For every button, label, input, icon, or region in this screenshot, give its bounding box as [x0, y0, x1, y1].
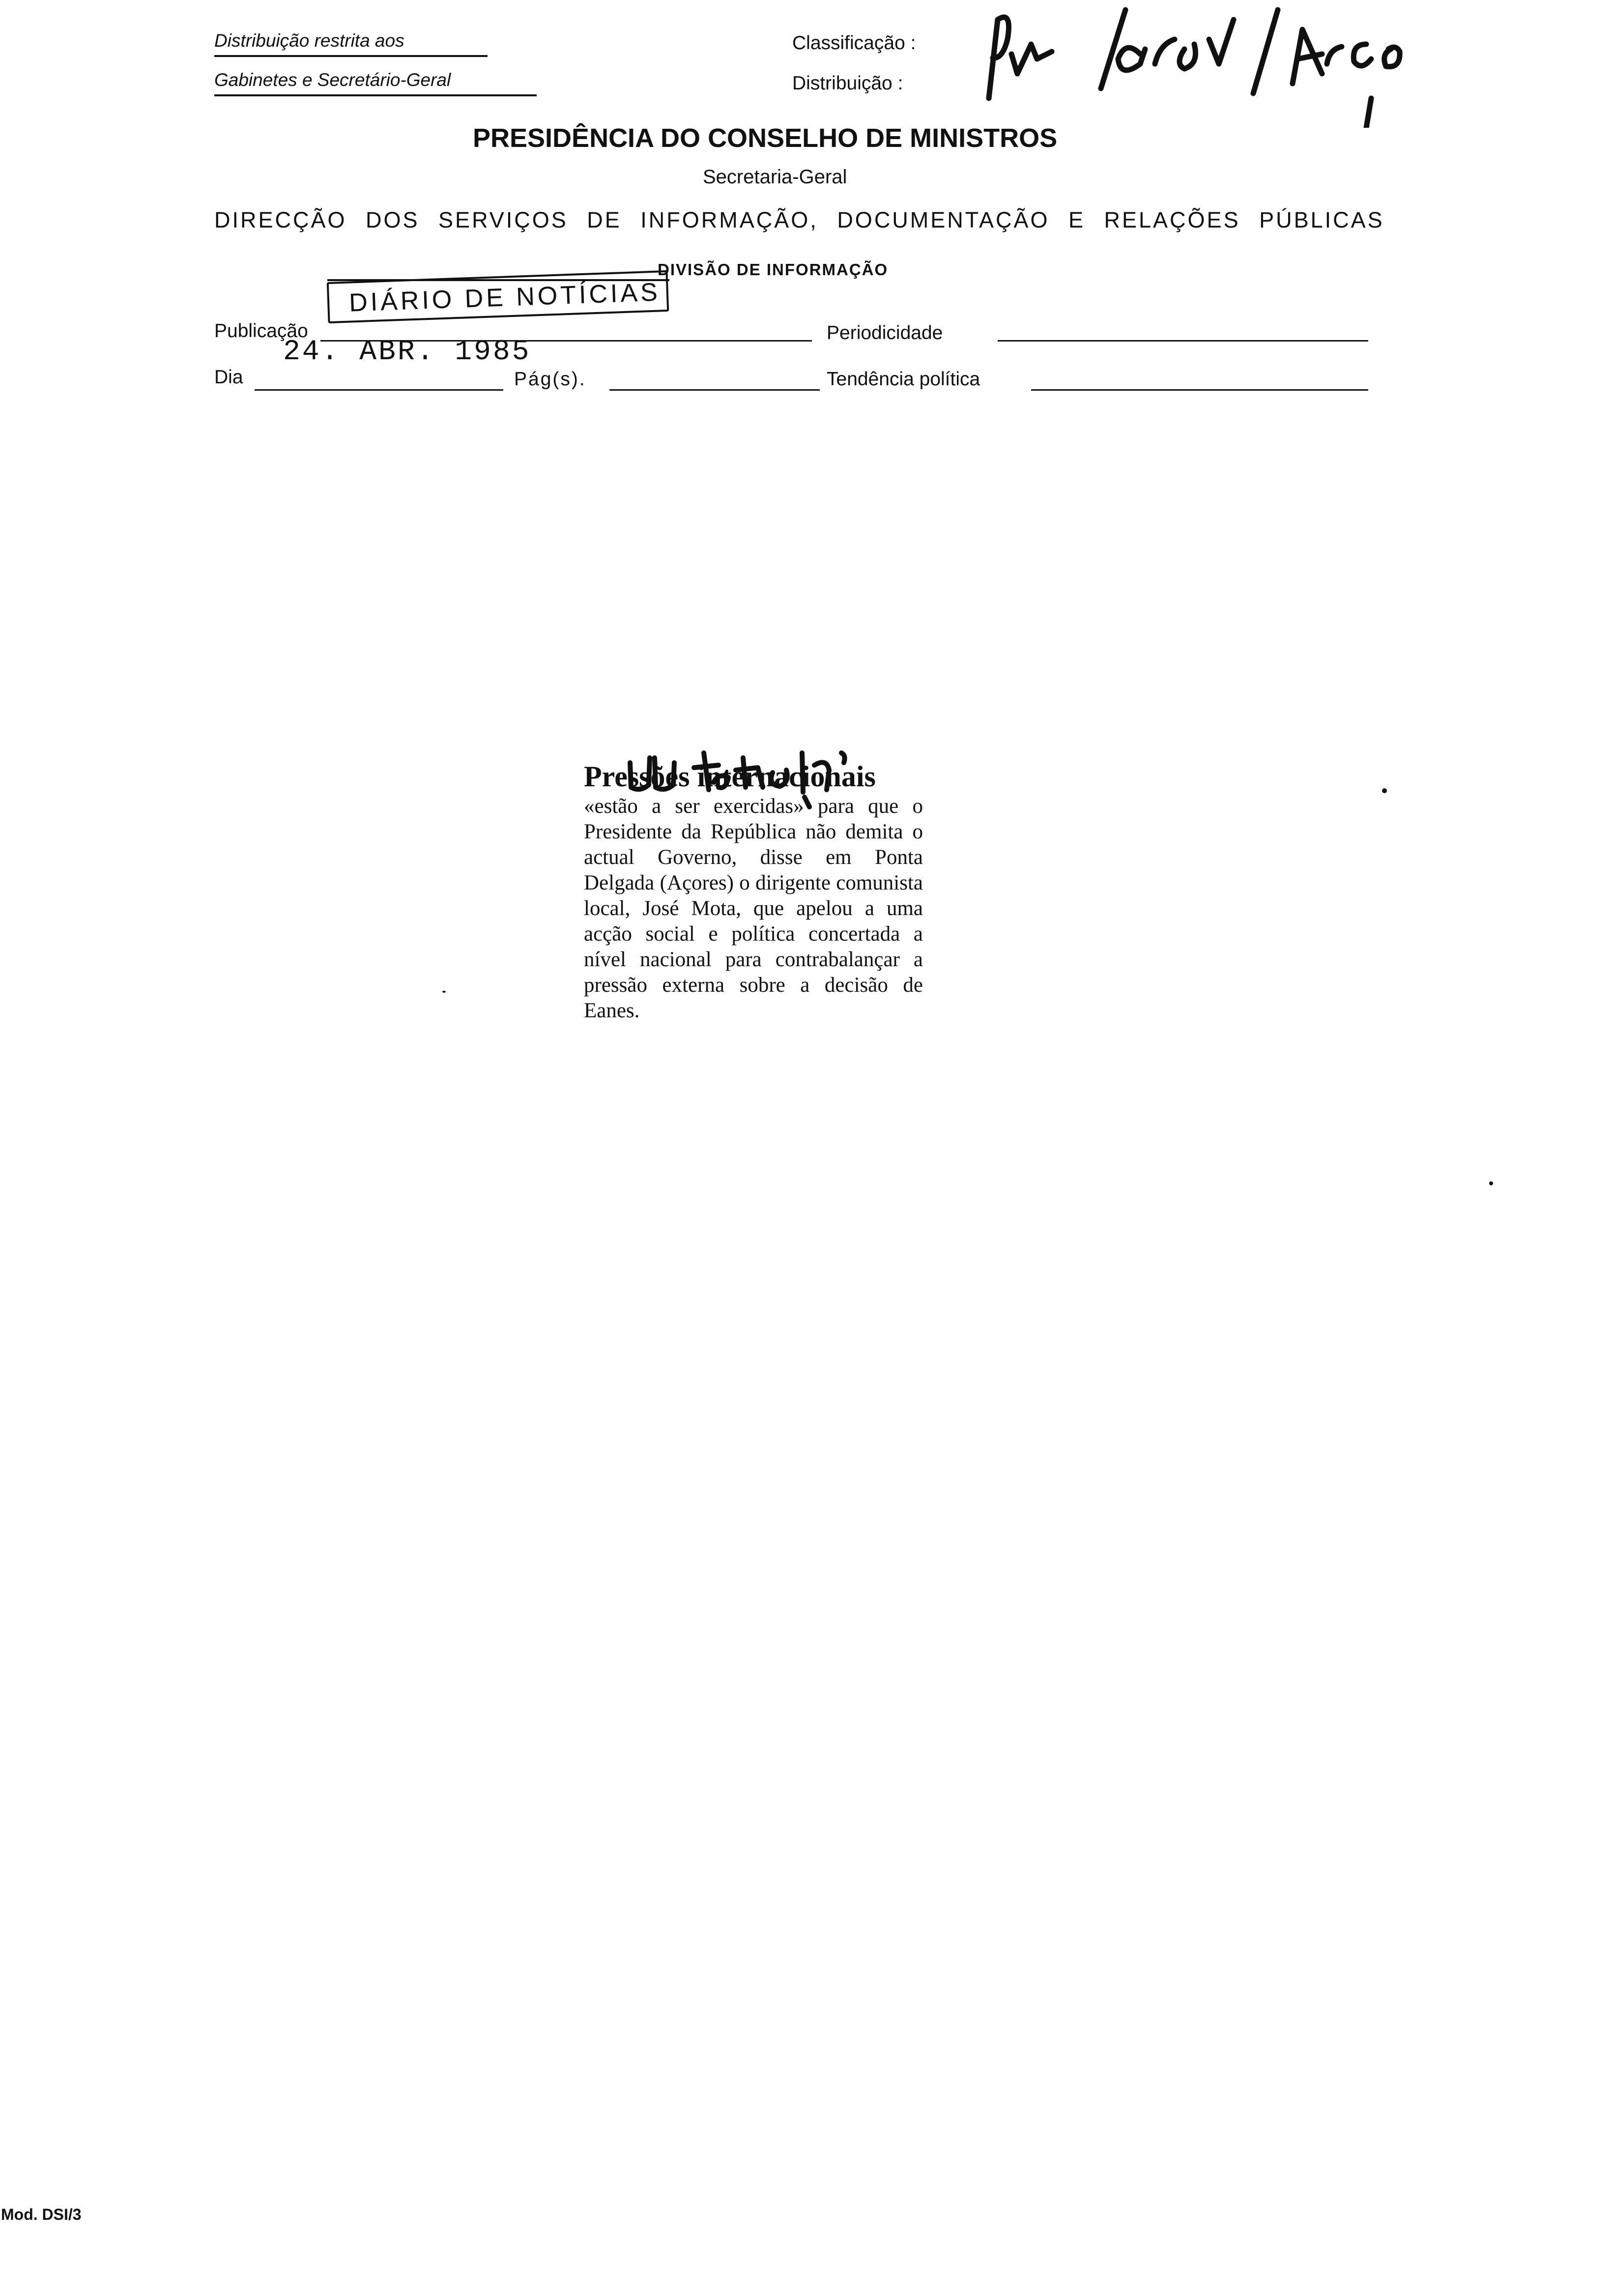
directorate-heading: DIRECÇÃO DOS SERVIÇOS DE INFORMAÇÃO, DOCUMENTAÇÃO E RELAÇÕES PÚBLICAS	[214, 207, 1384, 232]
page-title: PRESIDÊNCIA DO CONSELHO DE MINISTROS	[473, 123, 1058, 153]
periodicity-label: Periodicidade	[827, 322, 943, 344]
scan-speck	[442, 991, 446, 993]
divider	[214, 94, 537, 96]
page-subtitle: Secretaria-Geral	[703, 166, 847, 188]
distribution-line-1: Distribuição restrita aos	[214, 30, 404, 51]
date-stamp: 24. ABR. 1985	[283, 336, 531, 368]
scan-speck	[1489, 1181, 1493, 1185]
article-body: «estão a ser exercidas» para que o Presidente da República não demita o actual Governo, disse em Ponta Delgada (Açores) o dirigente comunista local, José Mota, que apelou a uma acção social e política concertada a nível nacional para contrabalançar a pressão externa sobre a decisão de Eanes.	[584, 795, 923, 1022]
publication-label: Publicação	[214, 320, 308, 342]
political-tendency-label: Tendência política	[827, 369, 980, 390]
handwritten-annotation	[978, 0, 1420, 128]
pages-label: Pág(s).	[514, 369, 586, 390]
distribution-label: Distribuição :	[792, 73, 903, 94]
article-title: Pressões internacionais	[584, 760, 876, 793]
divider	[214, 55, 488, 57]
publication-stamp	[327, 270, 669, 323]
periodicity-line	[998, 340, 1368, 342]
division-heading: DIVISÃO DE INFORMAÇÃO	[658, 260, 889, 279]
political-tendency-line	[1031, 389, 1368, 391]
classification-label: Classificação :	[792, 32, 916, 54]
day-label: Dia	[214, 367, 243, 388]
scan-speck	[1382, 788, 1387, 793]
publication-value: DIÁRIO DE NOTÍCIAS	[348, 278, 661, 317]
day-line	[255, 389, 503, 391]
form-model: Mod. DSI/3	[1, 2206, 82, 2223]
handwritten-title-overwrite	[620, 743, 895, 812]
distribution-line-2: Gabinetes e Secretário-Geral	[214, 70, 451, 90]
pages-line	[609, 389, 820, 391]
